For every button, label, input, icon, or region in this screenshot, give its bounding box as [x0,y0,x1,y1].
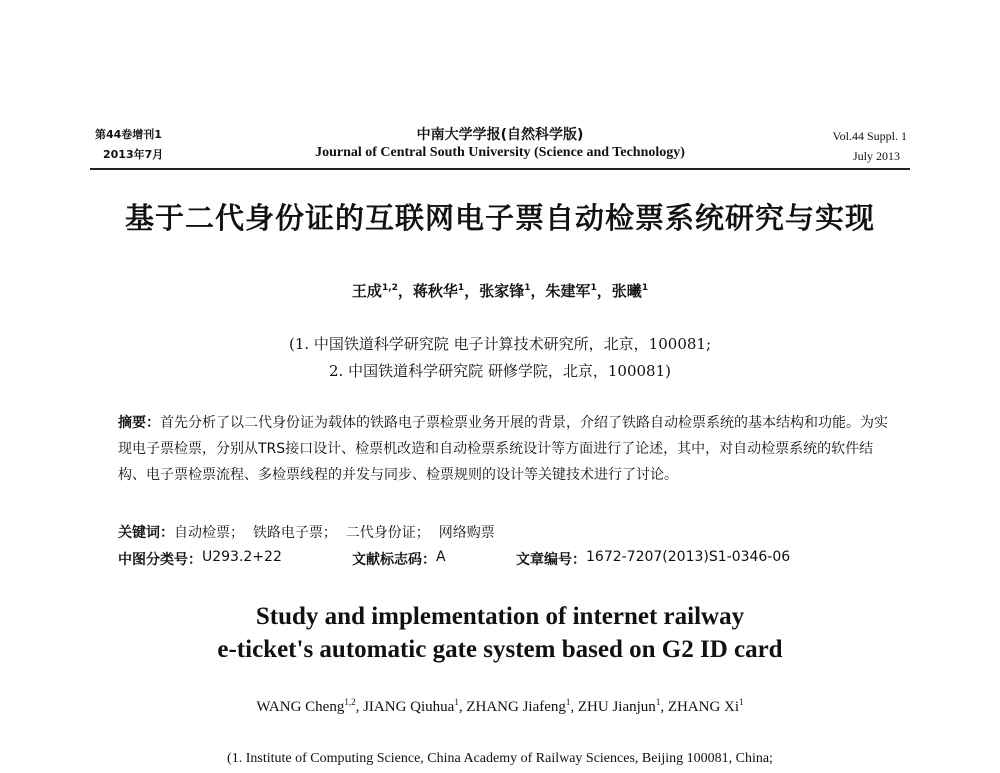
author-affiliation-mark: 1 [565,697,571,707]
author-name: 朱建军 [545,282,591,300]
title-en [0,600,1000,666]
clc-value: U293.2+22 [202,549,282,565]
author-name: JIANG Qiuhua [363,699,455,715]
date-en: July 2013 [852,149,900,163]
keywords-label: 关键词： [118,525,174,541]
separator: , [458,699,467,715]
author-affiliation-mark: 1 [655,697,661,707]
volume-en: Vol.44 Suppl. 1 [832,129,907,143]
author-name: 蒋秋华 [412,282,458,300]
separator: , [355,699,364,715]
keywords-text: 自动检票； 铁路电子票； 二代身份证； 网络购票 [174,525,495,541]
author-name: 王成 [351,282,382,300]
keywords [118,522,495,542]
author-affiliation-mark: 1,2 [381,283,398,293]
author-affiliation-mark: 1 [590,283,597,293]
author-name: ZHANG Xi [667,699,740,715]
doc-code-value: A [436,549,446,565]
separator: , [660,699,668,715]
authors-en [0,697,1000,716]
affiliation-cn-2: 2. 中国铁道科学研究院 研修学院，北京，100081) [329,362,671,380]
header-rule [90,168,910,170]
journal-name-en: Journal of Central South University (Science and Technology) [315,145,685,160]
author-name: 张家锋 [479,282,525,300]
separator: ， [530,282,546,300]
article-no-label: 文章编号： [516,552,586,568]
abstract [118,410,888,488]
author-affiliation-mark: 1 [739,697,744,707]
author-affiliation-mark: 1 [454,697,459,707]
volume-cn: 第44卷增刊1 [95,128,162,141]
affiliation-cn-1: (1. 中国铁道科学研究院 电子计算技术研究所，北京，100081; [288,335,712,353]
author-name: WANG Cheng [256,699,345,715]
author-name: ZHU Jianjun [577,699,656,715]
clc-label: 中图分类号： [118,552,202,568]
article-no-value: 1672-7207(2013)S1-0346-06 [586,549,791,565]
title-en-line-2: e-ticket's automatic gate system based on G2 ID card [217,636,783,663]
author-affiliation-mark: 1,2 [344,697,356,707]
abstract-label: 摘要： [118,415,160,431]
author-affiliation-mark: 1 [524,283,531,293]
author-name: ZHANG Jiafeng [466,699,566,715]
classification-line [118,549,898,569]
separator: ， [397,282,413,300]
abstract-text: 首先分析了以二代身份证为载体的铁路电子票检票业务开展的背景，介绍了铁路自动检票系统的基本结构和功能。为实现电子票检票，分别从TRS接口设计、检票机改造和自动检票系统设计等方面进行了论述，其中，对自动检票系统的软件结构、电子票检票流程、多检票线程的并发与同步、检票规则的设计等关键技术进行了讨论。 [118,415,888,483]
separator: , [570,699,578,715]
author-affiliation-mark: 1 [641,283,649,293]
author-affiliation-mark: 1 [457,283,465,293]
separator: ， [464,282,480,300]
title-en-line-1: Study and implementation of internet railway [255,603,745,630]
date-cn: 2013年7月 [103,148,164,161]
author-name: 张曦 [611,282,642,300]
doc-code-label: 文献标志码： [352,552,436,568]
title-cn: 基于二代身份证的互联网电子票自动检票系统研究与实现 [124,201,875,235]
separator: ， [596,282,612,300]
affiliation-en-1: (1. Institute of Computing Science, China Academy of Railway Sciences, Beijing 100081, China; [227,751,773,766]
journal-name-cn: 中南大学学报(自然科学版) [416,127,584,143]
authors-cn [0,280,1000,301]
